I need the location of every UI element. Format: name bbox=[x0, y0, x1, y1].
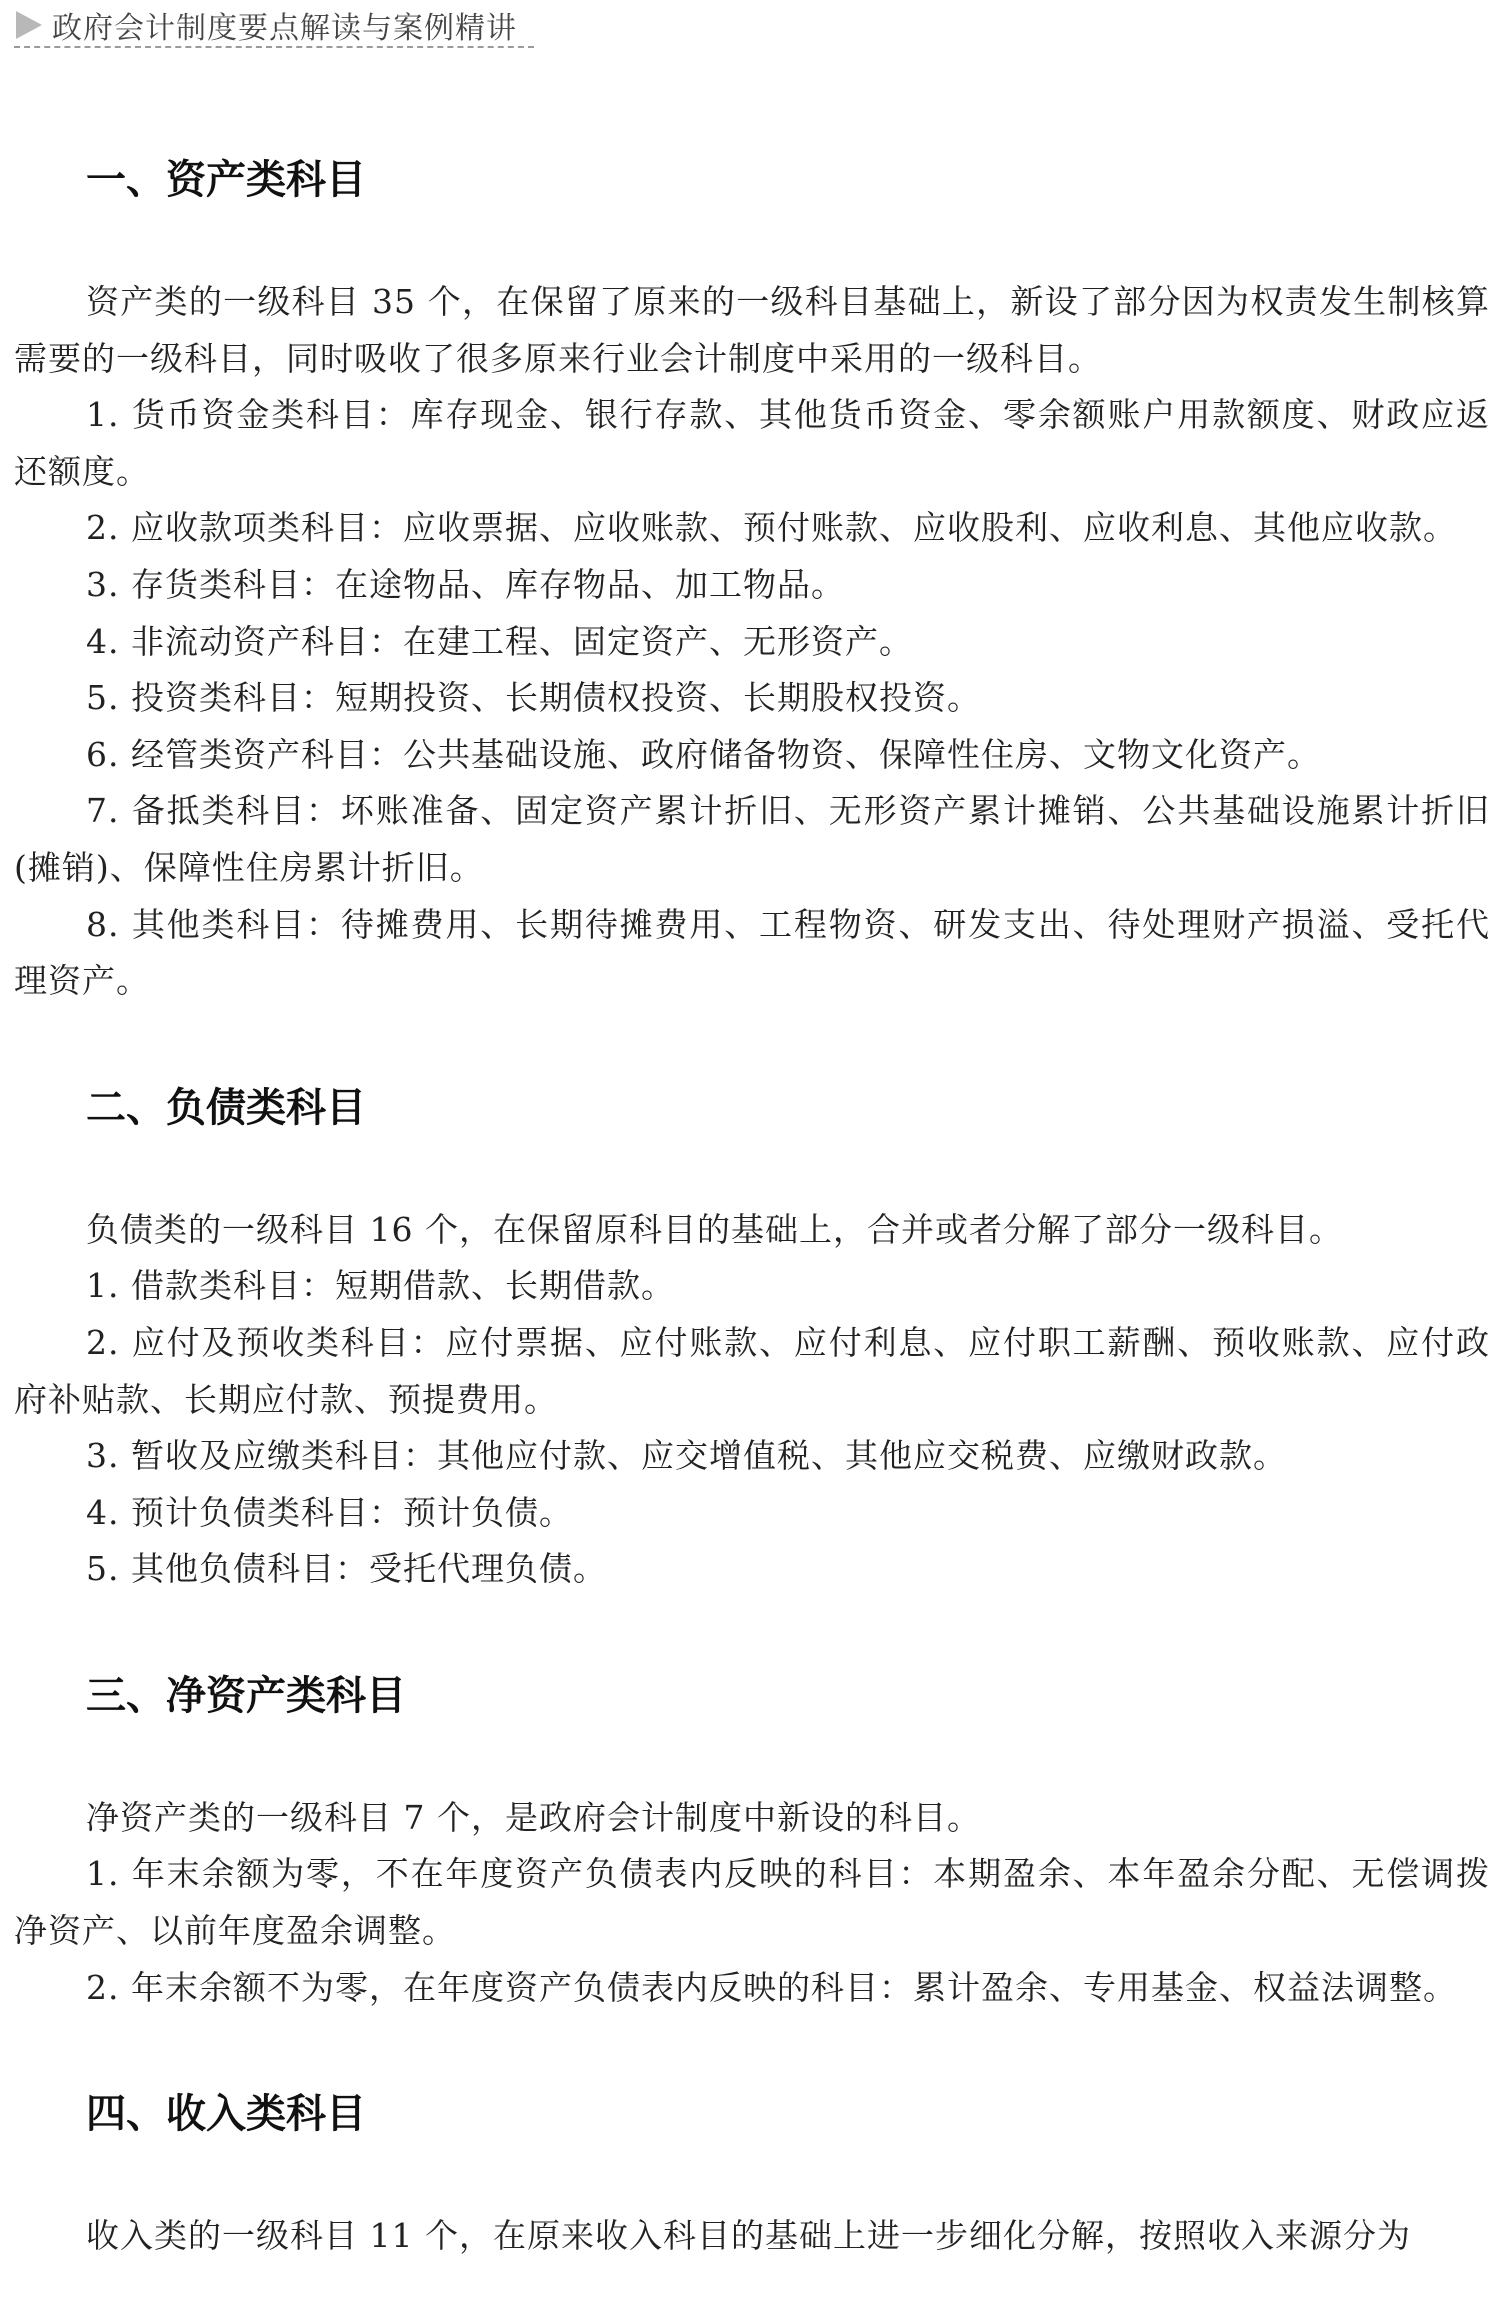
list-item: 5. 其他负债科目：受托代理负债。 bbox=[86, 1549, 607, 1589]
list-item: 1. 借款类科目：短期借款、长期借款。 bbox=[86, 1266, 675, 1306]
header-arrow-icon bbox=[16, 11, 42, 39]
book-title: 政府会计制度要点解读与案例精讲 bbox=[52, 11, 517, 46]
list-item: 3. 存货类科目：在途物品、库存物品、加工物品。 bbox=[86, 564, 845, 604]
section-heading-revenue: 四、收入类科目 bbox=[86, 2091, 366, 2138]
list-item: 5. 投资类科目：短期投资、长期债权投资、长期股权投资。 bbox=[86, 678, 981, 718]
page-body bbox=[14, 140, 1490, 2291]
list-item: 2. 应收款项类科目：应收票据、应收账款、预付账款、应收股利、应收利息、其他应收款。 bbox=[86, 508, 1457, 548]
list-item: 8. 其他类科目：待摊费用、长期待摊费用、工程物资、研发支出、待处理财产损溢、受托代理资产。 bbox=[14, 904, 1490, 1001]
running-header bbox=[14, 4, 534, 48]
paragraph: 净资产类的一级科目 7 个，是政府会计制度中新设的科目。 bbox=[86, 1797, 981, 1837]
list-item: 1. 货币资金类科目：库存现金、银行存款、其他货币资金、零余额账户用款额度、财政应返还额度。 bbox=[14, 395, 1490, 491]
list-item: 2. 年末余额不为零，在年度资产负债表内反映的科目：累计盈余、专用基金、权益法调整。 bbox=[86, 1967, 1457, 2007]
truncated-line bbox=[14, 2265, 1490, 2291]
list-item: 7. 备抵类科目：坏账准备、固定资产累计折旧、无形资产累计摊销、公共基础设施累计折旧(摊销)、保障性住房累计折旧。 bbox=[14, 791, 1490, 887]
section-heading-net-assets: 三、净资产类科目 bbox=[86, 1672, 406, 1719]
section-heading-assets: 一、资产类科目 bbox=[86, 157, 366, 203]
section-heading-liabilities: 二、负债类科目 bbox=[86, 1084, 366, 1131]
paragraph: 收入类的一级科目 11 个，在原来收入科目的基础上进一步细化分解，按照收入来源分为 bbox=[86, 2216, 1411, 2256]
list-item: 4. 预计负债类科目：预计负债。 bbox=[86, 1492, 573, 1532]
list-item: 2. 应付及预收类科目：应付票据、应付账款、应付利息、应付职工薪酬、预收账款、应付政府补贴款、长期应付款、预提费用。 bbox=[14, 1322, 1490, 1419]
list-item: 4. 非流动资产科目：在建工程、固定资产、无形资产。 bbox=[86, 621, 913, 661]
paragraph: 资产类的一级科目 35 个，在保留了原来的一级科目基础上，新设了部分因为权责发生制核算需要的一级科目，同时吸收了很多原来行业会计制度中采用的一级科目。 bbox=[14, 282, 1490, 378]
list-item: 3. 暂收及应缴类科目：其他应付款、应交增值税、其他应交税费、应缴财政款。 bbox=[86, 1436, 1287, 1476]
list-item: 1. 年末余额为零，不在年度资产负债表内反映的科目：本期盈余、本年盈余分配、无偿调拨净资产、以前年度盈余调整。 bbox=[14, 1854, 1490, 1951]
paragraph: 负债类的一级科目 16 个，在保留原科目的基础上，合并或者分解了部分一级科目。 bbox=[86, 1209, 1343, 1249]
list-item: 6. 经管类资产科目：公共基础设施、政府储备物资、保障性住房、文物文化资产。 bbox=[86, 734, 1321, 774]
